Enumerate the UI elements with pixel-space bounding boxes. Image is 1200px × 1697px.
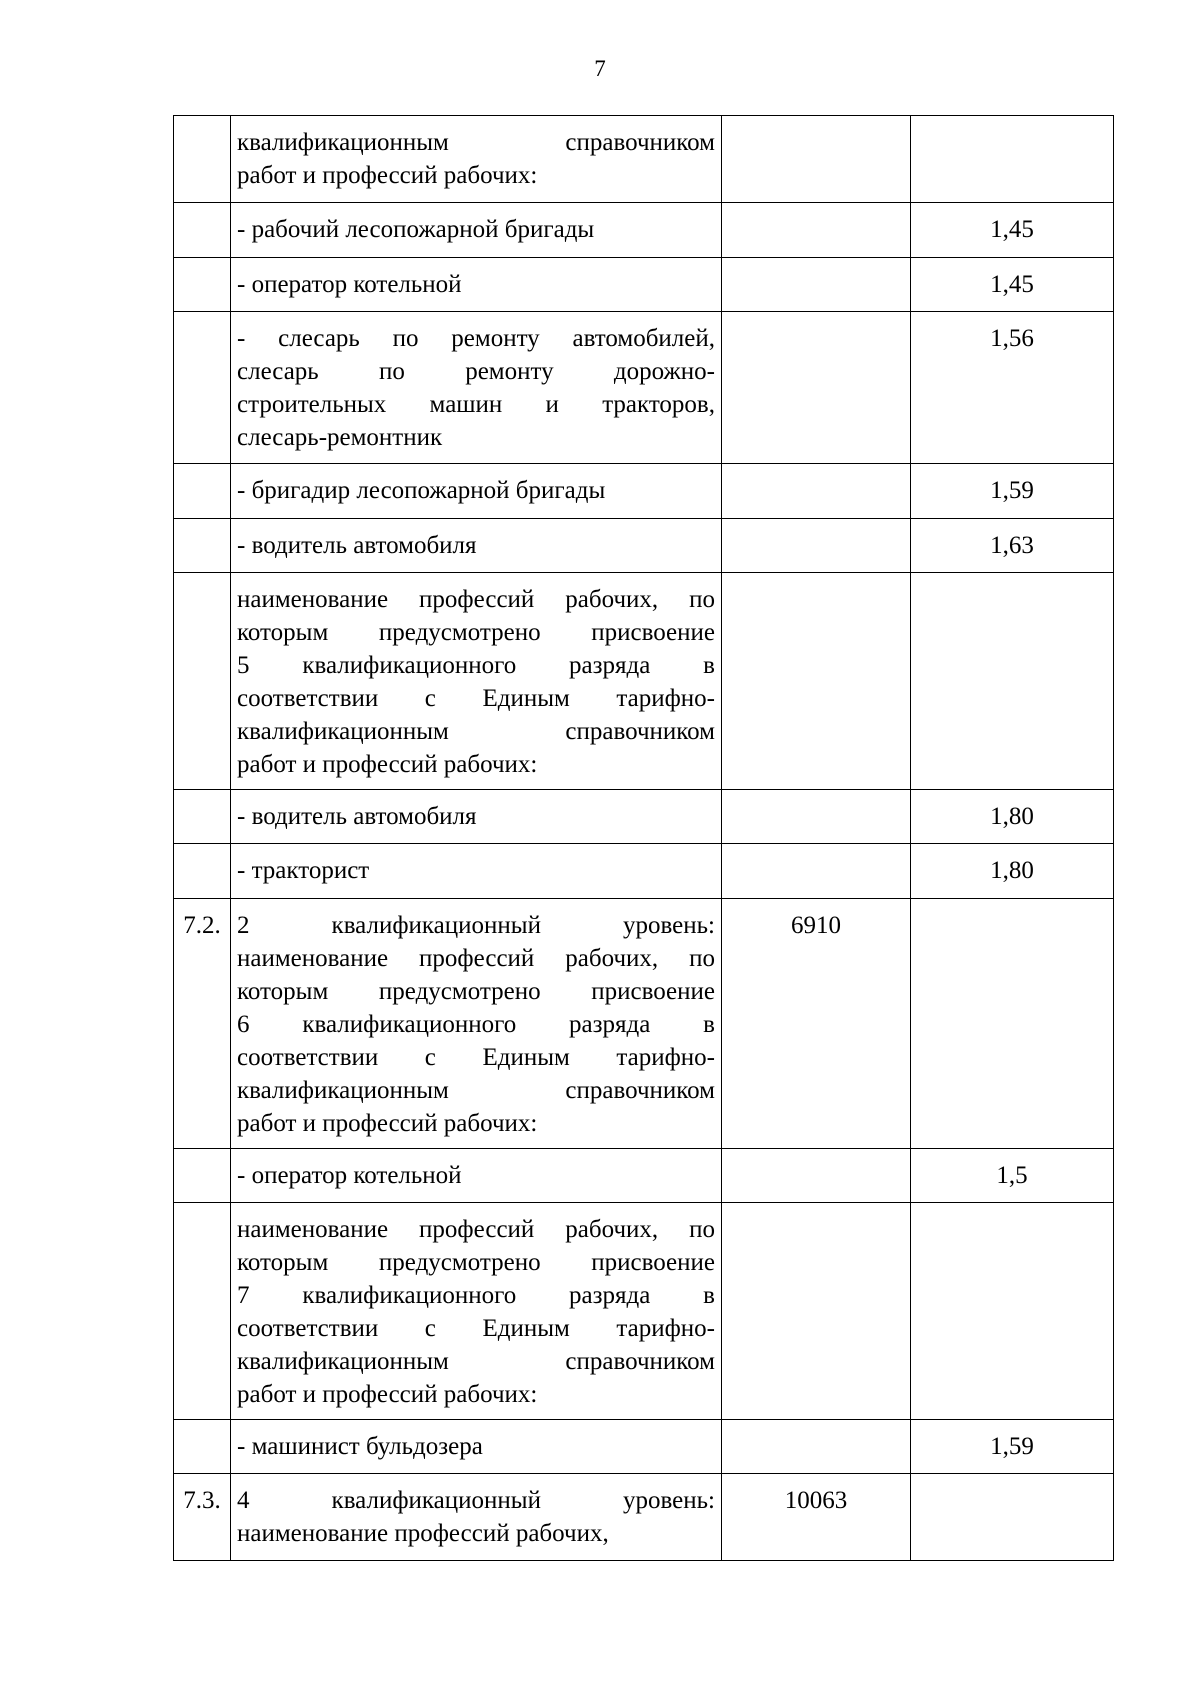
profession-text-line: - оператор котельной (237, 271, 462, 298)
coefficient-cell: 1,5 (911, 1149, 1114, 1203)
profession-text-line: - тракторист (237, 857, 370, 884)
base-salary-cell (722, 1149, 911, 1203)
coefficient-cell (911, 1474, 1114, 1561)
row-number-cell (174, 464, 231, 519)
profession-cell (231, 790, 722, 844)
profession-text-line: наименование профессий рабочих, по (237, 1216, 715, 1243)
coefficient-cell (911, 1203, 1114, 1420)
profession-text-line: соответствии с Единым тарифно- (237, 1315, 715, 1342)
profession-cell (231, 1474, 722, 1561)
table-row (174, 1420, 1114, 1474)
profession-text-line: работ и профессий рабочих: (237, 1381, 538, 1408)
row-number-cell (174, 790, 231, 844)
profession-text-line: которым предусмотрено присвоение (237, 1249, 715, 1276)
coefficient-cell (911, 899, 1114, 1149)
profession-cell (231, 573, 722, 790)
profession-text-line: строительных машин и тракторов, (237, 391, 715, 418)
base-salary-cell (722, 519, 911, 573)
profession-text-line: соответствии с Единым тарифно- (237, 685, 715, 712)
profession-cell (231, 312, 722, 464)
page-number: 7 (594, 56, 606, 81)
table-row (174, 116, 1114, 203)
profession-text-line: квалификационным справочником (237, 1348, 715, 1375)
coefficient-cell: 1,45 (911, 258, 1114, 312)
table-row (174, 573, 1114, 790)
profession-text-line: - водитель автомобиля (237, 803, 477, 830)
base-salary-cell (722, 203, 911, 258)
row-number-cell (174, 1203, 231, 1420)
profession-text-line: - оператор котельной (237, 1162, 462, 1189)
profession-text-line: работ и профессий рабочих: (237, 751, 538, 778)
profession-text-line: 2 квалификационный уровень: (237, 912, 715, 939)
table-row (174, 312, 1114, 464)
row-number-cell (174, 203, 231, 258)
profession-text-line: работ и профессий рабочих: (237, 162, 538, 189)
table-row (174, 844, 1114, 899)
row-number-cell (174, 312, 231, 464)
base-salary-cell (722, 790, 911, 844)
profession-text-line: - слесарь по ремонту автомобилей, (237, 325, 715, 352)
profession-text-line: соответствии с Единым тарифно- (237, 1044, 715, 1071)
row-number-cell (174, 519, 231, 573)
profession-text-line: 6 квалификационного разряда в (237, 1011, 715, 1038)
profession-cell (231, 203, 722, 258)
base-salary-cell (722, 312, 911, 464)
row-number-cell (174, 573, 231, 790)
coefficient-cell: 1,63 (911, 519, 1114, 573)
profession-text-line: 4 квалификационный уровень: (237, 1487, 715, 1514)
profession-cell (231, 1149, 722, 1203)
profession-text-line: - рабочий лесопожарной бригады (237, 216, 595, 243)
row-number-cell: 7.3. (174, 1474, 231, 1561)
profession-text-line: квалификационным справочником (237, 1077, 715, 1104)
salary-coefficient-table (173, 115, 1114, 1561)
profession-text-line: которым предусмотрено присвоение (237, 619, 715, 646)
coefficient-cell: 1,59 (911, 1420, 1114, 1474)
base-salary-cell (722, 1203, 911, 1420)
table-row (174, 1203, 1114, 1420)
profession-text-line: наименование профессий рабочих, по (237, 586, 715, 613)
base-salary-cell (722, 844, 911, 899)
base-salary-cell (722, 116, 911, 203)
profession-text-line: наименование профессий рабочих, по (237, 945, 715, 972)
profession-text-line: квалификационным справочником (237, 129, 715, 156)
profession-text-line: 7 квалификационного разряда в (237, 1282, 715, 1309)
profession-text-line: - бригадир лесопожарной бригады (237, 477, 606, 504)
coefficient-cell: 1,59 (911, 464, 1114, 519)
base-salary-cell (722, 573, 911, 790)
table-row (174, 464, 1114, 519)
profession-cell (231, 844, 722, 899)
row-number-cell (174, 844, 231, 899)
table-row (174, 790, 1114, 844)
coefficient-cell: 1,80 (911, 844, 1114, 899)
base-salary-cell: 10063 (722, 1474, 911, 1561)
profession-cell (231, 258, 722, 312)
table-row (174, 519, 1114, 573)
coefficient-cell: 1,56 (911, 312, 1114, 464)
base-salary-cell (722, 258, 911, 312)
row-number-cell (174, 258, 231, 312)
table-row (174, 1474, 1114, 1561)
table-row (174, 899, 1114, 1149)
profession-cell (231, 464, 722, 519)
base-salary-cell (722, 1420, 911, 1474)
base-salary-cell: 6910 (722, 899, 911, 1149)
profession-text-line: - водитель автомобиля (237, 532, 477, 559)
coefficient-cell (911, 116, 1114, 203)
row-number-cell: 7.2. (174, 899, 231, 1149)
profession-cell (231, 1420, 722, 1474)
profession-text-line: слесарь по ремонту дорожно- (237, 358, 715, 385)
profession-cell (231, 899, 722, 1149)
profession-text-line: работ и профессий рабочих: (237, 1110, 538, 1137)
coefficient-cell: 1,80 (911, 790, 1114, 844)
row-number-cell (174, 116, 231, 203)
profession-text-line: квалификационным справочником (237, 718, 715, 745)
profession-text-line: которым предусмотрено присвоение (237, 978, 715, 1005)
profession-text-line: наименование профессий рабочих, (237, 1520, 609, 1547)
profession-cell (231, 1203, 722, 1420)
profession-cell (231, 116, 722, 203)
base-salary-cell (722, 464, 911, 519)
coefficient-cell (911, 573, 1114, 790)
table-row (174, 258, 1114, 312)
profession-cell (231, 519, 722, 573)
row-number-cell (174, 1149, 231, 1203)
table-row (174, 203, 1114, 258)
row-number-cell (174, 1420, 231, 1474)
table-body (174, 116, 1114, 1561)
profession-text-line: слесарь-ремонтник (237, 424, 443, 451)
profession-text-line: - машинист бульдозера (237, 1433, 483, 1460)
profession-text-line: 5 квалификационного разряда в (237, 652, 715, 679)
coefficient-cell: 1,45 (911, 203, 1114, 258)
table-row (174, 1149, 1114, 1203)
